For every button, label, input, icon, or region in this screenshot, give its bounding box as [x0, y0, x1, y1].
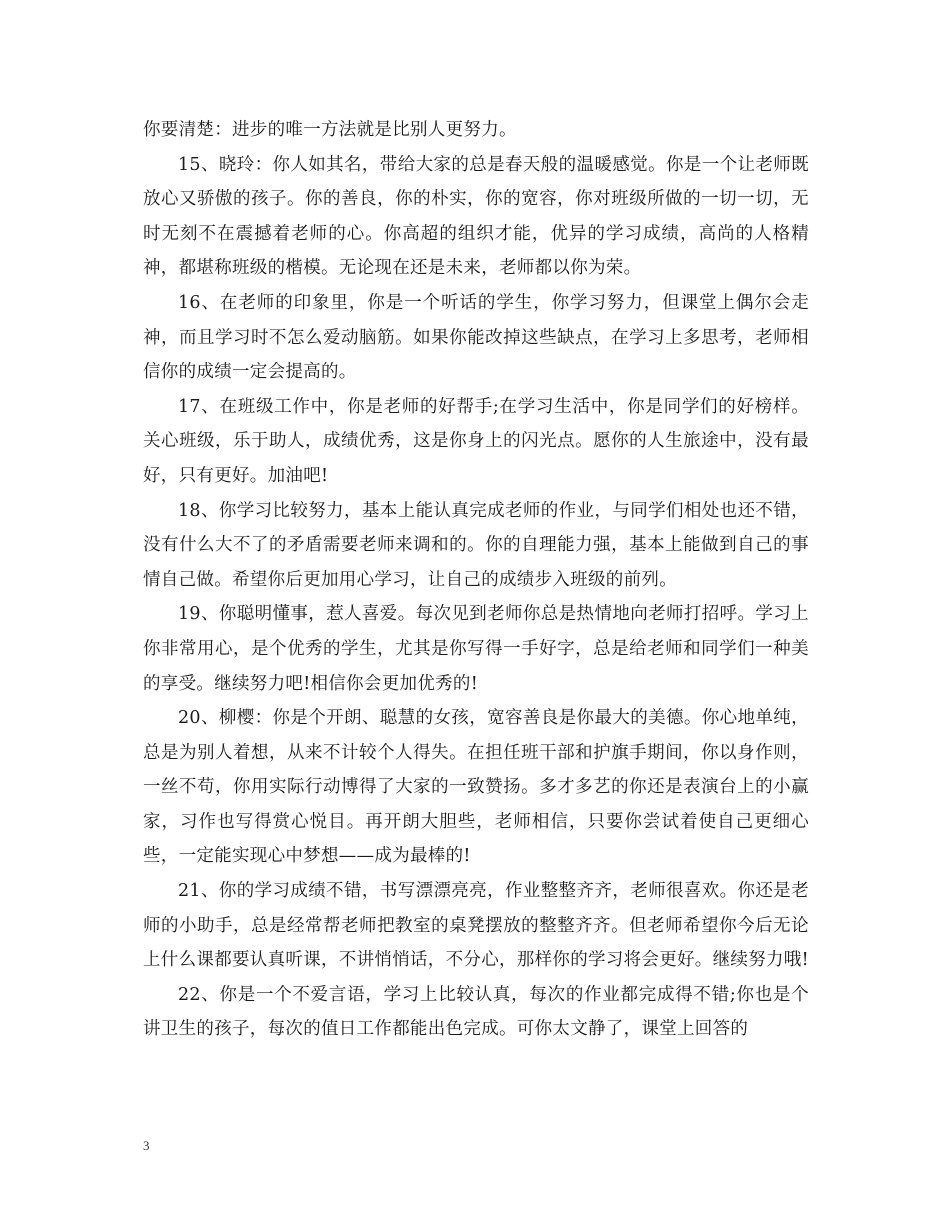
paragraph-15: 15、晓玲：你人如其名，带给大家的总是春天般的温暖感觉。你是一个让老师既放心又骄傲的孩子。你的善良，你的朴实，你的宽容，你对班级所做的一切一切，无时无刻不在震撼着老师的心。你高超的组织才能，优异的学习成绩，高尚的人格精神，都堪称班级的楷模。无论现在还是未来，老师都以你为荣。	[143, 154, 809, 279]
page-number: 3	[143, 1138, 150, 1153]
document-body	[143, 113, 809, 1047]
paragraph-22: 22、你是一个不爱言语，学习上比较认真，每次的作业都完成得不错;你也是个讲卫生的孩子，每次的值日工作都能出色完成。可你太文静了，课堂上回答的	[143, 984, 809, 1040]
paragraph-18: 18、你学习比较努力，基本上能认真完成老师的作业，与同学们相处也还不错，没有什么大不了的矛盾需要老师来调和的。你的自理能力强，基本上能做到自己的事情自己做。希望你后更加用心学习，让自己的成绩步入班级的前列。	[143, 500, 809, 590]
paragraph-17: 17、在班级工作中，你是老师的好帮手;在学习生活中，你是同学们的好榜样。关心班级，乐于助人，成绩优秀，这是你身上的闪光点。愿你的人生旅途中，没有最好，只有更好。加油吧!	[143, 396, 809, 486]
paragraph-intro: 你要清楚：进步的唯一方法就是比别人更努力。	[143, 120, 517, 140]
paragraph-21: 21、你的学习成绩不错，书写漂漂亮亮，作业整整齐齐，老师很喜欢。你还是老师的小助手，总是经常帮老师把教室的桌凳摆放的整整齐齐。但老师希望你今后无论上什么课都要认真听课，不讲悄悄话，不分心，那样你的学习将会更好。继续努力哦!	[143, 881, 809, 971]
paragraph-20: 20、柳樱：你是个开朗、聪慧的女孩，宽容善良是你最大的美德。你心地单纯，总是为别人着想，从来不计较个人得失。在担任班干部和护旗手期间，你以身作则，一丝不苟，你用实际行动博得了大家的一致赞扬。多才多艺的你还是表演台上的小赢家，习作也写得赏心悦目。再开朗大胆些，老师相信，只要你尝试着使自己更细心些，一定能实现心中梦想——成为最棒的!	[143, 708, 809, 867]
paragraph-19: 19、你聪明懂事，惹人喜爱。每次见到老师你总是热情地向老师打招呼。学习上你非常用心，是个优秀的学生，尤其是你写得一手好字，总是给老师和同学们一种美的享受。继续努力吧!相信你会更加优秀的!	[143, 604, 809, 694]
paragraph-16: 16、在老师的印象里，你是一个听话的学生，你学习努力，但课堂上偶尔会走神，而且学习时不怎么爱动脑筋。如果你能改掉这些缺点，在学习上多思考，老师相信你的成绩一定会提高的。	[143, 292, 809, 383]
